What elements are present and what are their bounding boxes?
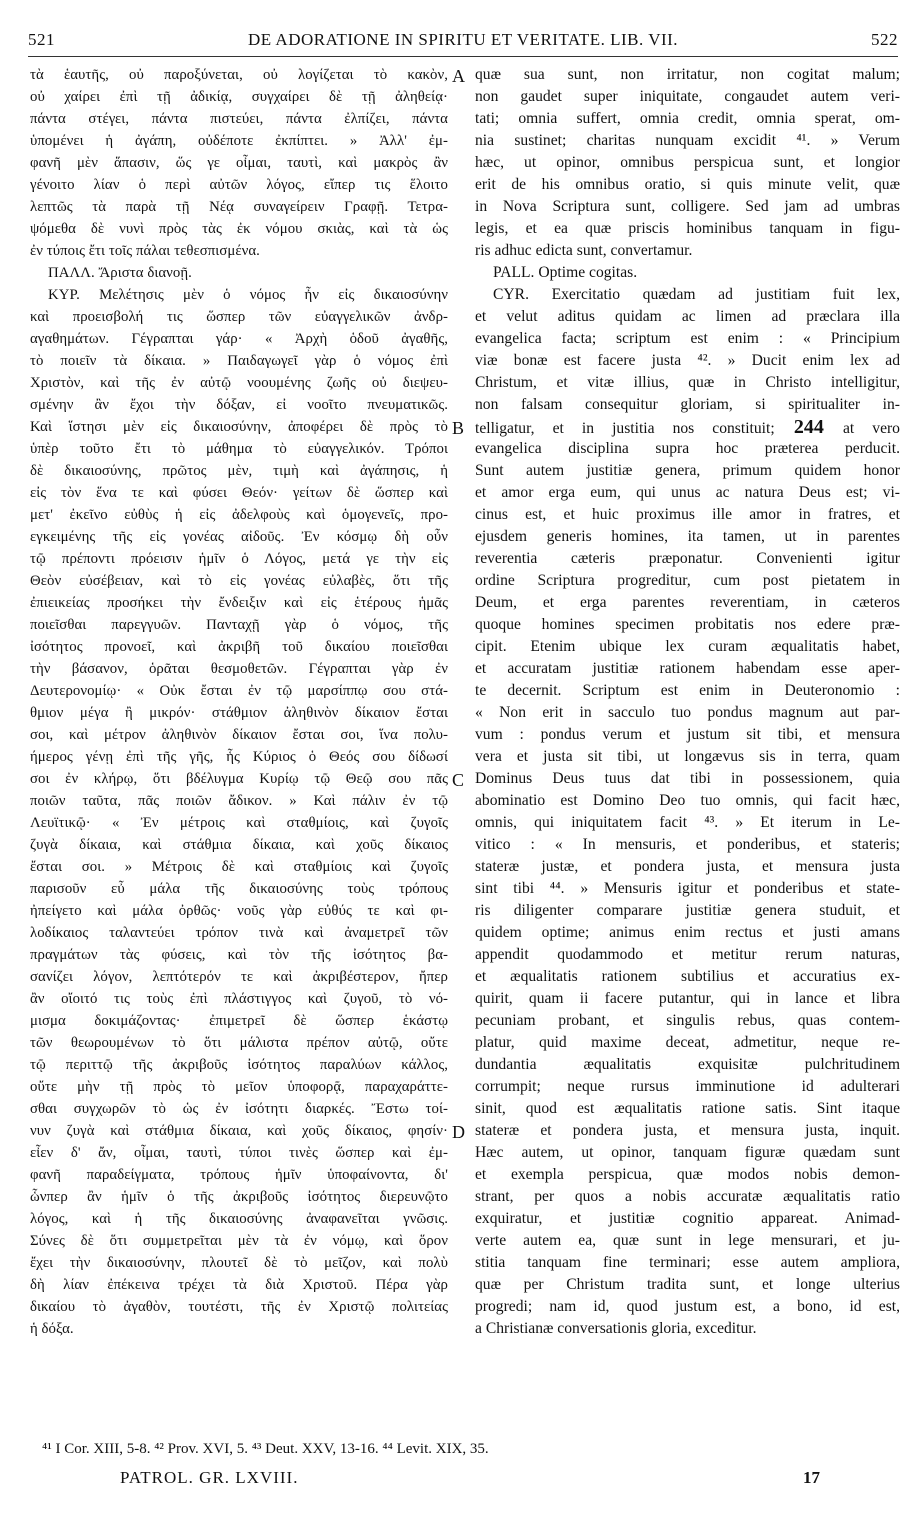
text-line: abominatio est Domino Deo tuo omnis, qui facit hæc, — [475, 792, 900, 809]
text-line: stateræ et pondera justa, et mensura justa, inquit. — [475, 1122, 900, 1139]
text-line: δὲ δικαιοσύνης, πρῶτος μὲν, τιμὴ καὶ ἀγάπησις, ἡ — [30, 463, 448, 479]
text-line: σθαι συγχωρῶν τὸ ὡς ἐν ἰσότητι διαρκές. Ἔστω τοί- — [30, 1101, 448, 1117]
text-line: Sunt autem justitiæ genera, primum quidem honor — [475, 462, 900, 479]
margin-marker-d: D — [452, 1122, 465, 1142]
text-line: Deum, et erga parentes reverentiam, in cæteros — [475, 594, 900, 611]
text-line: et velut aditus quidam ac limen ad præclara illa — [475, 308, 900, 325]
text-line: ejusdem generis homines, ita tamen, ut in parentes — [475, 528, 900, 545]
text-line: αγαθημάτων. Γέγραπται γάρ· « Ἀρχὴ ὁδοῦ ἀγαθῆς, — [30, 331, 448, 347]
text-line: platur, quid maxime deceat, admetitur, neque re- — [475, 1034, 900, 1051]
text-line: τὸ ποιεῖν τὰ δίκαια. » Παιδαγωγεῖ γὰρ ὁ νόμος ἐπὶ — [30, 353, 448, 369]
text-line: ἔσται σοι. » Μέτροις δὲ καὶ σταθμίοις καὶ ζυγοῖς — [30, 859, 448, 875]
text-line: σοι ἐν κλήρῳ, ὅτι βδέλυγμα Κυρίῳ τῷ Θεῷ σου πᾶς — [30, 771, 448, 787]
text-line: nia sustinet; charitas nunquam excidit ⁴¹. » Verum — [475, 132, 900, 149]
text-line: ποιεῖσθαι παρεγγυῶν. Πανταχῇ γὰρ ὁ νόμος, τῆς — [30, 617, 448, 633]
text-line: quidem optime; animus enim rectus et justi amans — [475, 924, 900, 941]
text-line: τὰ ἑαυτῆς, οὐ παροξύνεται, οὐ λογίζεται τὸ κακὸν, — [30, 67, 448, 83]
text-line: ἡ δόξα. — [30, 1321, 74, 1337]
text-line: dundantia æqualitatis exquisitæ pulchritudinem — [475, 1056, 900, 1073]
text-line: cinus est, et huic proximus ille amor in fratres, et — [475, 506, 900, 523]
text-line: μετ' ἐκεῖνο εὐθὺς ἡ εἰς ἀδελφοὺς καὶ ὁμογενεῖς, προ- — [30, 507, 448, 523]
text-line: telligatur, et in justitia nos constituit; 244 at vero — [475, 416, 900, 438]
text-line: ψόμεθα δὲ νυνὶ πρὸς τὰς ἐκ νόμου σκιὰς, καὶ τὰ ὡς — [30, 221, 448, 237]
text-line: ὑπὲρ τοῦτο ἔτι τὸ μάθημα τὸ εὐαγγελικόν. Τρόποι — [30, 441, 448, 457]
greek-column — [30, 64, 448, 1434]
text-line: τὴν βάσανον, ὁρᾶται θεσμοθετῶν. Γέγραπται γὰρ ἐν — [30, 661, 448, 677]
text-line: te decernit. Scriptum est enim in Deuteronomio : — [475, 682, 900, 699]
running-title: DE ADORATIONE IN SPIRITU ET VERITATE. LIB. VII. — [247, 30, 679, 49]
text-line: τῷ περιττῷ τῆς ἀκριβοῦς ἰσότητος παραλύων κάλλος, — [30, 1057, 448, 1073]
text-line: evangelica disciplina supra hoc præterea perducit. — [475, 440, 900, 457]
text-line: et accuratam justitiæ rationem habendam esse aper- — [475, 660, 900, 677]
text-line: viæ bonæ est facere justa ⁴². » Ducit enim lex ad — [475, 352, 900, 369]
margin-marker-a: A — [452, 66, 465, 86]
text-line: in Nova Scriptura sunt, colligere. Sed jam ad umbras — [475, 198, 900, 215]
text-line: quæ per Christum tradita sunt, et longe ulterius — [475, 1276, 900, 1293]
text-line: Χριστὸν, καὶ τῆς ἐν αὐτῷ νοουμένης ζωῆς οὐ διεψευ- — [30, 375, 448, 391]
text-line: et exempla perspicua, quæ modos nobis demon- — [475, 1166, 900, 1183]
text-line: exquiratur, et justitiæ cognitio appareat. Animad- — [475, 1210, 900, 1227]
text-line: σανίζει λόγον, λεπτότερόν τε καὶ ἀκριβέστερον, ἤπερ — [30, 969, 448, 985]
page-footer — [120, 1468, 820, 1492]
text-line: ris adhuc edicta sunt, convertamur. — [475, 242, 693, 259]
text-line: οὔτε μὴν τῇ πρὸς τὸ μεῖον ὑποφορᾷ, παραχαράττε- — [30, 1079, 448, 1095]
text-line: ἔχει τὴν δικαιοσύνην, πλουτεῖ δὲ τὸ μεῖζον, καὶ πολὺ — [30, 1255, 448, 1271]
text-line: non gaudet super iniquitate, congaudet autem veri- — [475, 88, 900, 105]
text-line: stitia tanquam fine terminari; esse autem ampliora, — [475, 1254, 900, 1271]
page-number-left: 521 — [28, 30, 55, 49]
margin-marker-c: C — [452, 770, 465, 790]
text-line: appendit quodammodo et metitur rerum naturas, — [475, 946, 900, 963]
text-line: νυν ζυγὰ καὶ στάθμια δίκαια, καὶ χοῦς δίκαιος, φησίν· — [30, 1123, 448, 1139]
text-line: sint tibi ⁴⁴. » Mensuris igitur et ponderibus et state- — [475, 880, 900, 897]
text-line: οὐ χαίρει ἐπὶ τῇ ἀδικίᾳ, συγχαίρει δὲ τῇ ἀληθείᾳ· — [30, 89, 448, 105]
text-line: Καὶ ἵστησι μὲν εἰς δικαιοσύνην, ἀποφέρει δὲ πρὸς τὸ — [30, 419, 448, 435]
text-line: ris diligenter comparare justitiæ genera studuit, et — [475, 902, 900, 919]
text-line: ήμερος γένῃ ἐπὶ τῆς γῆς, ἧς Κύριος ὁ Θεός σου δίδωσί — [30, 749, 448, 765]
text-line: Christum, et vitæ illius, quæ in Christo intelligitur, — [475, 374, 900, 391]
text-line: εἶεν δ' ἄν, οἶμαι, ταυτὶ, τύποι τινὲς ὥσπερ καὶ ἐμ- — [30, 1145, 448, 1161]
text-line: evangelica facta; scriptum est enim : « Principium — [475, 330, 900, 347]
text-line: Θεὸν εὐσέβειαν, καὶ τὸ εἰς γονέας εὐλαβὲς, ὅτι τῆς — [30, 573, 448, 589]
text-line: λόγος, καὶ ἡ τῆς δικαιοσύνης ἀναφανεῖται γνῶσις. — [30, 1211, 448, 1227]
text-line: et amor erga eum, qui unus ac natura Deus est; vi- — [475, 484, 900, 501]
text-line: cipit. Etenim ubique lex curam æqualitatis habet, — [475, 638, 900, 655]
text-line: εγκειμένης τῆς εἰς γονέας αἰδοῦς. Ἐν κόσμῳ δὴ οὖν — [30, 529, 448, 545]
text-line: γένοιτο λίαν ὁ περὶ αὐτῶν λόγος, εἴπερ τις ἕλοιτο — [30, 177, 448, 193]
text-line: ἐπιεικείας προσήκει τὴν ἔνδειξιν καὶ εἰς ἑτέρους ἡμᾶς — [30, 595, 448, 611]
text-line: παρισοῦν εὖ μάλα τῆς δικαιοσύνης τοὺς τρόπους — [30, 881, 448, 897]
text-line: ΠΑΛΛ. Ἄριστα διανοῇ. — [48, 265, 192, 281]
text-line: et æqualitatis rationem subtilius et accuratius ex- — [475, 968, 900, 985]
running-header — [28, 30, 898, 54]
text-line: pecuniam probant, et singulis rebus, quas contem- — [475, 1012, 900, 1029]
text-line: progredi; nam id, quod justum est, a bono, id est, — [475, 1298, 900, 1315]
text-line: μισμα δοκιμάζοντας· ἐπιμετρεῖ δὲ ὥσπερ ἑκάστῳ — [30, 1013, 448, 1029]
text-line: vitico : « In mensuris, et ponderibus, et stateris; — [475, 836, 900, 853]
text-line: ζυγὰ δίκαια, καὶ στάθμια δίκαια, καὶ χοῦς δίκαιος — [30, 837, 448, 853]
footer-signature: PATROL. GR. LXVIII. — [120, 1468, 299, 1487]
text-line: ὧνπερ ἂν ἡμῖν ὁ τῆς ἀκριβοῦς ἰσότητος διερευνῷτο — [30, 1189, 448, 1205]
text-line: verte autem ea, quæ sunt in lege mensurari, et ju- — [475, 1232, 900, 1249]
text-line: ordine Scriptura progreditur, cum post pietatem in — [475, 572, 900, 589]
text-line: εἰς τὸν ἕνα τε καὶ φύσει Θεόν· γείτων δὲ ὥσπερ καὶ — [30, 485, 448, 501]
text-line: Λευϊτικῷ· « Ἐν μέτροις καὶ σταθμίοις, καὶ ζυγοῖς — [30, 815, 448, 831]
text-line: ἰσότητος προνοεῖ, καὶ ἀκριβῆ τοῦ δικαίου ποιεῖσθαι — [30, 639, 448, 655]
inline-continuation: at vero — [842, 420, 900, 437]
text-line: quirit, quam ii facere putantur, qui in lance et libra — [475, 990, 900, 1007]
text-line: vera et justa sit tibi, ut longævus sis in terra, quam — [475, 748, 900, 765]
text-line: quoque homines specimen probitatis nos edere præ- — [475, 616, 900, 633]
latin-column — [475, 64, 900, 1434]
text-line: erit de his omnibus oratio, si quis minute velit, quæ — [475, 176, 900, 193]
text-line: λεπτῶς τὰ παρὰ τῇ Νέᾳ συναγείρειν Γραφῇ. Τετρα- — [30, 199, 448, 215]
text-line: δικαίου τὸ ἀγαθὸν, τουτέστι, τῆς ἐν Χριστῷ πολιτείας — [30, 1299, 448, 1315]
text-line: λοδίκαιος ταλαντεύει τρόπον τινὰ καὶ ἀναμετρεῖ τῶν — [30, 925, 448, 941]
text-line: ὑπομένει ἡ ἀγάπη, οὐδέποτε ἐκπίπτει. » Ἀλλ' ἐμ- — [30, 133, 448, 149]
page-number-right: 522 — [871, 30, 898, 49]
text-line: legis, et ea quæ priscis hominibus tanquam in figu- — [475, 220, 900, 237]
text-line: φανῆ παραδείγματα, τρόπους ἡμῖν ὑποφαίνοντα, δι' — [30, 1167, 448, 1183]
text-line: ΚΥΡ. Μελέτησις μὲν ὁ νόμος ἦν εἰς δικαιοσύνην — [48, 287, 448, 303]
text-line: ποιῶν ταῦτα, πᾶς ποιῶν ἄδικον. » Καὶ πάλιν ἐν τῷ — [30, 793, 448, 809]
text-line: hæc, ut opinor, omnibus perspicua sunt, et longior — [475, 154, 900, 171]
text-line: θμιον μέγα ἢ μικρόν· στάθμιον ἀληθινὸν δίκαιον ἔσται — [30, 705, 448, 721]
text-line: stateræ justæ, et pondera justa, et mensura justa — [475, 858, 900, 875]
column-number: 244 — [774, 416, 843, 438]
text-line: CYR. Exercitatio quædam ad justitiam fuit lex, — [493, 286, 900, 303]
text-line: δὴ λίαν ἐπέκεινα τρέχει τὰ διὰ Χριστοῦ. Πέρα γὰρ — [30, 1277, 448, 1293]
text-line: tati; omnia suffert, omnia credit, omnia sperat, om- — [475, 110, 900, 127]
text-line: ἐν τύποις ἔτι τοῖς πάλαι τεθεσπισμένα. — [30, 243, 260, 259]
text-line: Δευτερονομίῳ· « Οὐκ ἔσται ἐν τῷ μαρσίππῳ σου στά- — [30, 683, 448, 699]
footnotes: ⁴¹ I Cor. XIII, 5-8. ⁴² Prov. XVI, 5. ⁴³ Deut. XXV, 13-16. ⁴⁴ Levit. XIX, 35. — [42, 1441, 489, 1457]
text-line: σοι, καὶ μέτρον ἀληθινὸν δίκαιον ἔσται σοι, ἵνα πολυ- — [30, 727, 448, 743]
text-line: reverentia cæteris præponatur. Convenienti igitur — [475, 550, 900, 567]
text-line: non falsam consequitur gloriam, si spiritualiter in- — [475, 396, 900, 413]
text-line: corrumpit; neque rursus imminutione id adulterari — [475, 1078, 900, 1095]
footer-sheet-number: 17 — [803, 1468, 820, 1487]
text-line: Σύνες δὲ ὅτι συμμετρεῖται μὲν τὰ ἐν νόμῳ, καὶ ὅρον — [30, 1233, 448, 1249]
text-line: φανῆ μὲν ἅπασιν, ὥς γε οἶμαι, ταυτὶ, καὶ μακρὸς ἂν — [30, 155, 448, 171]
text-line: πάντα στέγει, πάντα πιστεύει, πάντα ἐλπίζει, πάντα — [30, 111, 448, 127]
margin-marker-b: B — [452, 418, 465, 438]
text-line: Hæc autem, ut opinor, tanquam figuræ quædam sunt — [475, 1144, 900, 1161]
text-line: τῷ πρέποντι πρόεισιν ἡμῖν ὁ Λόγος, μετά γε τὴν εἰς — [30, 551, 448, 567]
text-line: vum : pondus verum et justum sit tibi, et mensura — [475, 726, 900, 743]
text-line: « Non erit in sacculo tuo pondus magnum aut par- — [475, 704, 900, 721]
text-line: PALL. Optime cogitas. — [493, 264, 638, 281]
text-line: σμένην ἂν ἔχοι τὴν δόξαν, εἰ νοοῖτο πνευματικῶς. — [30, 397, 448, 413]
text-line: τῶν θεωρουμένων τὸ ὅτι μάλιστα πρέπον αὐτῷ, οὔτε — [30, 1035, 448, 1051]
text-line: Dominus Deus tuus dat tibi in possessionem, quia — [475, 770, 900, 787]
text-line: a Christianæ conversationis gloria, exceditur. — [475, 1320, 757, 1337]
text-line: καὶ προεισβολή τις ὥσπερ τῶν εὐαγγελικῶν ἀνδρ- — [30, 309, 448, 325]
text-line: ἂν οἴοιτό τις τοὺς ἐπὶ πλάστιγγος καὶ ζυγοῦ, τὸ νό- — [30, 991, 448, 1007]
text-line: sinit, quod est æqualitatis ratione satis. Sint itaque — [475, 1100, 900, 1117]
text-line: strant, per quos a nobis accuratæ æqualitatis ratio — [475, 1188, 900, 1205]
header-rule — [28, 56, 898, 57]
text-line: πραγμάτων τὰς φύσεις, καὶ τὸν τῆς ἰσότητος βα- — [30, 947, 448, 963]
text-line: ἠπείγετο καὶ μάλα ὀρθῶς· νοῦς γὰρ εὐθύς τε καὶ φι- — [30, 903, 448, 919]
text-line: quæ sua sunt, non irritatur, non cogitat malum; — [475, 66, 900, 83]
text-line: omnis, qui iniquitatem facit ⁴³. » Et iterum in Le- — [475, 814, 900, 831]
